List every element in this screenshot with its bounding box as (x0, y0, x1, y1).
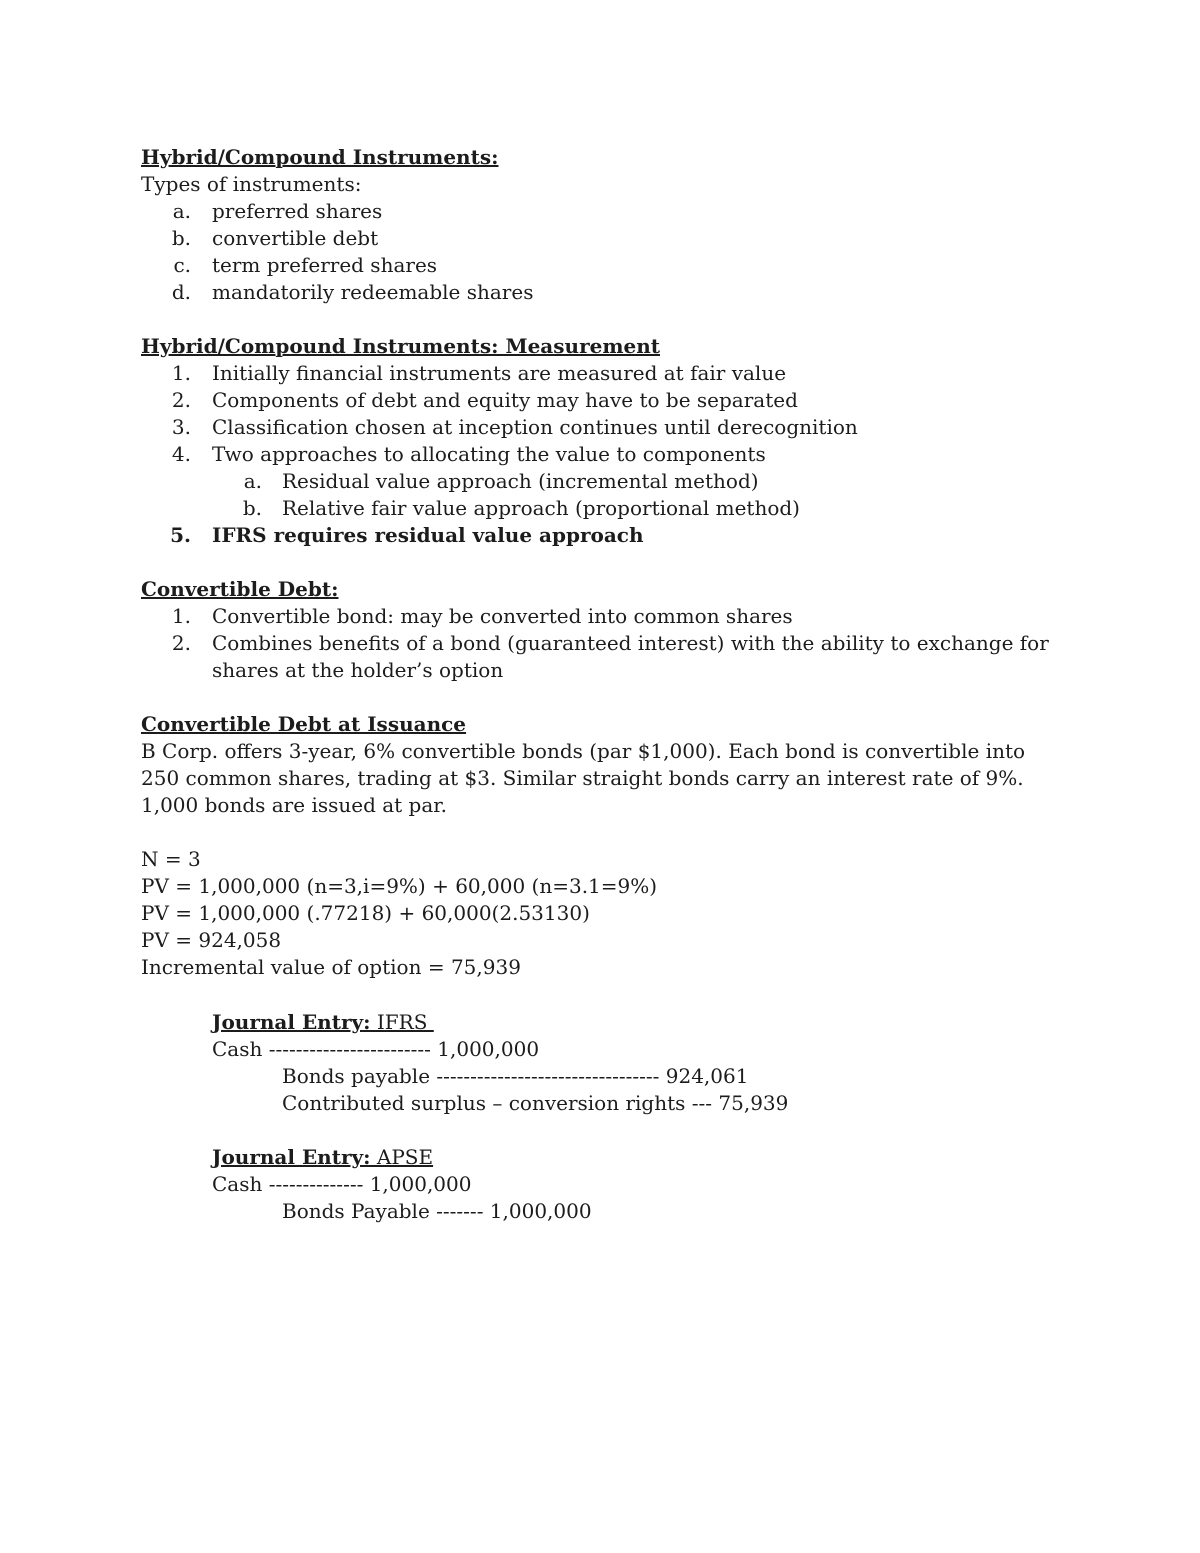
list-item-text: Classification chosen at inception continues until derecognition (212, 415, 858, 439)
list-marker: b. (242, 496, 262, 520)
list-item-text: preferred shares (212, 199, 383, 223)
list-item-text: Two approaches to allocating the value to components (212, 442, 766, 466)
list-item (141, 198, 1081, 225)
journal-entry-label: Journal Entry: (212, 1145, 371, 1169)
section-heading: Hybrid/Compound Instruments: (141, 145, 499, 169)
journal-entry-label: Journal Entry: (212, 1010, 371, 1034)
sub-list-item (141, 468, 1081, 495)
section-types-of-instruments (141, 144, 1081, 306)
journal-entry-apse (212, 1144, 1012, 1225)
list-marker: c. (173, 253, 191, 277)
journal-line-credit: Bonds Payable ------- 1,000,000 (282, 1199, 592, 1223)
list-item (141, 630, 1081, 657)
spacer (141, 819, 1081, 846)
journal-line-credit: Contributed surplus – conversion rights --- 75,939 (282, 1091, 789, 1115)
list-item-text: Initially financial instruments are measured at fair value (212, 361, 787, 385)
list-item-emphasis (141, 522, 1081, 549)
calc-line: PV = 1,000,000 (.77218) + 60,000(2.53130) (141, 901, 590, 925)
journal-entry-title (212, 1009, 1012, 1036)
calc-line: N = 3 (141, 847, 201, 871)
list-item-text: IFRS requires residual value approach (212, 523, 644, 547)
list-marker: 1. (171, 361, 191, 385)
list-item (141, 603, 1081, 630)
calc-line: Incremental value of option = 75,939 (141, 955, 521, 979)
list-item (141, 360, 1081, 387)
list-marker: a. (172, 199, 191, 223)
journal-entry-ifrs (212, 1009, 1012, 1117)
calc-line: PV = 924,058 (141, 928, 282, 952)
section-measurement (141, 333, 1081, 549)
journal-entry-standard: APSE (370, 1145, 434, 1169)
list-marker: 1. (171, 604, 191, 628)
list-item (141, 441, 1081, 468)
sub-list-item (141, 495, 1081, 522)
journal-entry-title (212, 1144, 1012, 1171)
journal-entry-standard: IFRS (370, 1010, 434, 1034)
list-marker: 5. (170, 523, 191, 547)
section-heading: Convertible Debt: (141, 577, 339, 601)
list-item-text: mandatorily redeemable shares (212, 280, 534, 304)
list-item (141, 387, 1081, 414)
list-marker: 2. (171, 388, 191, 412)
example-paragraph: B Corp. offers 3-year, 6% convertible bonds (par $1,000). Each bond is convertible into 250 common shares, trading at $3. Similar straight bonds carry an interest rate of 9%. 1,000 bonds are issued at par. (141, 739, 1026, 817)
list-item-text: Combines benefits of a bond (guaranteed interest) with the ability to exchange for (212, 631, 1049, 655)
list-item (141, 252, 1081, 279)
list-item-text: Components of debt and equity may have to be separated (212, 388, 798, 412)
list-item-text: Relative fair value approach (proportional method) (282, 496, 800, 520)
list-item-text: Convertible bond: may be converted into common shares (212, 604, 793, 628)
list-item (141, 279, 1081, 306)
list-item-text: convertible debt (212, 226, 379, 250)
journal-line-debit: Cash -------------- 1,000,000 (212, 1172, 472, 1196)
list-marker: b. (171, 226, 191, 250)
section-intro: Types of instruments: (141, 172, 362, 196)
list-marker: 4. (171, 442, 191, 466)
list-marker: d. (171, 280, 191, 304)
list-marker: 3. (171, 415, 191, 439)
section-heading: Hybrid/Compound Instruments: Measurement (141, 334, 660, 358)
list-marker: a. (243, 469, 262, 493)
list-item (141, 225, 1081, 252)
list-item-text: term preferred shares (212, 253, 438, 277)
list-item-text: Residual value approach (incremental method) (282, 469, 759, 493)
list-marker: 2. (171, 631, 191, 655)
section-heading: Convertible Debt at Issuance (141, 712, 467, 736)
list-item-text: shares at the holder’s option (212, 658, 504, 682)
journal-line-credit: Bonds payable --------------------------------- 924,061 (282, 1064, 749, 1088)
section-convertible-debt-issuance (141, 711, 1081, 981)
list-item-continuation (141, 657, 1081, 684)
journal-line-debit: Cash ------------------------ 1,000,000 (212, 1037, 540, 1061)
section-convertible-debt (141, 576, 1081, 684)
list-item (141, 414, 1081, 441)
calc-line: PV = 1,000,000 (n=3,i=9%) + 60,000 (n=3.1=9%) (141, 874, 658, 898)
